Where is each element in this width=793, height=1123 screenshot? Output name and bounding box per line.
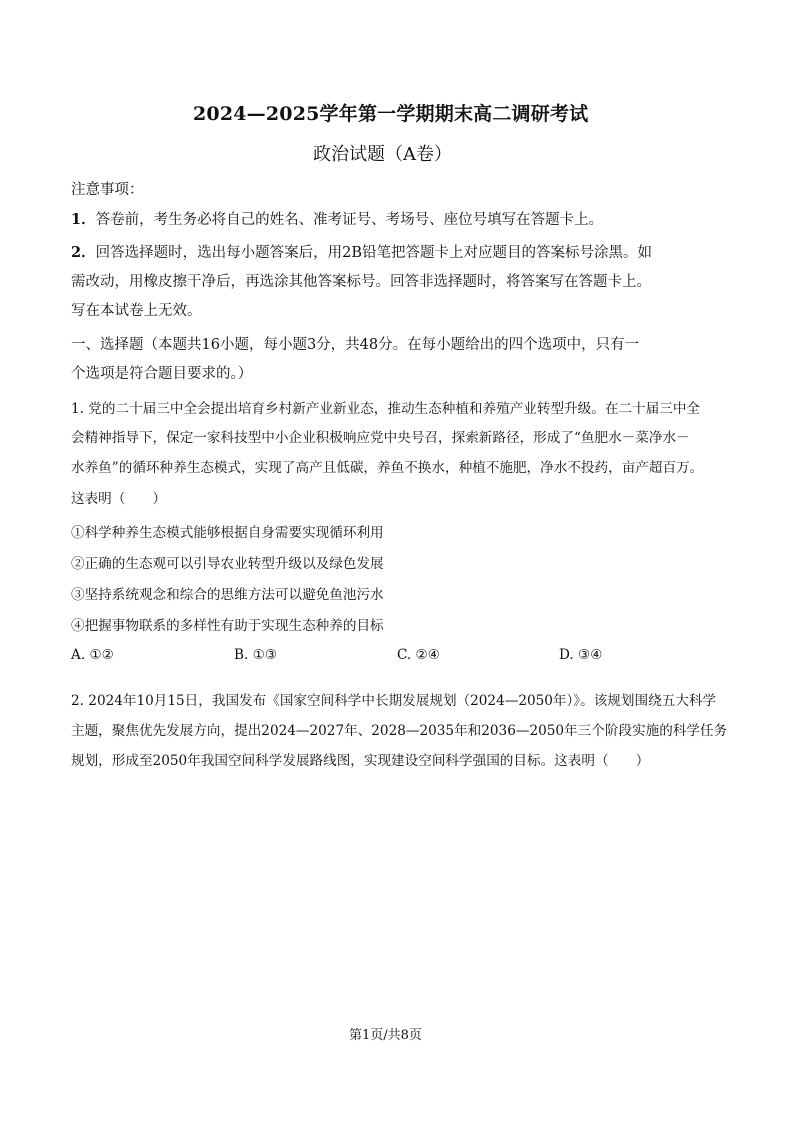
exam-subtitle: 政治试题（A卷） (313, 144, 452, 165)
question-2-line-2: 主题，聚焦优先发展方向，提出2024—2027年、2028—2035年和2036—2050年三个阶段实施的科学任务 (71, 723, 728, 739)
question-2-line-3: 规划，形成至2050年我国空间科学发展路线图，实现建设空间科学强国的目标。这表明（ ） (71, 753, 650, 769)
question-1-option-d: D. ③④ (559, 647, 603, 663)
section-heading-line-1: 一、选择题（本题共16小题，每小题3分，共48分。在每小题给出的四个选项中，只有一 (71, 337, 640, 353)
notice-item-text: 答卷前，考生务必将自己的姓名、准考证号、考场号、座位号填写在答题卡上。 (95, 212, 604, 228)
question-1-line-2: 会精神指导下，保定一家科技型中小企业积极响应党中央号召，探索新路径，形成了“鱼肥水－菜净水－ (71, 430, 690, 446)
section-heading-line-2: 个选项是符合题目要求的。） (71, 366, 253, 382)
question-1-statement-3: ③坚持系统观念和综合的思维方法可以避免鱼池污水 (71, 587, 384, 603)
question-1-option-b: B. ①③ (234, 647, 278, 663)
question-1-line-1: 1. 党的二十届三中全会提出培育乡村新产业新业态，推动生态种植和养殖产业转型升级。在二十届三中全 (71, 401, 701, 417)
question-1-line-3: 水养鱼”的循环种养生态模式，实现了高产且低碳，养鱼不换水，种植不施肥，净水不投药，亩产超百万。 (71, 460, 704, 476)
exam-title: 2024—2025学年第一学期期末高二调研考试 (193, 103, 589, 125)
notice-heading: 注意事项： (71, 182, 144, 198)
notice-item-number: 1． (71, 211, 96, 228)
page-number: 第1页/共8页 (349, 1028, 422, 1043)
notice-item-text: 回答选择题时，选出每小题答案后，用2B铅笔把答题卡上对应题目的答案标号涂黑。如 (95, 245, 652, 261)
question-1-option-a: A. ①② (71, 647, 114, 663)
question-1-statement-2: ②正确的生态观可以引导农业转型升级以及绿色发展 (71, 556, 384, 572)
notice-item-2-line-2: 需改动，用橡皮擦干净后，再选涂其他答案标号。回答非选择题时，将答案写在答题卡上。 (71, 274, 651, 290)
notice-item-1 (71, 208, 603, 229)
notice-item-2-line-3: 写在本试卷上无效。 (71, 303, 202, 319)
notice-item-number: 2． (71, 244, 96, 261)
question-1-statement-4: ④把握事物联系的多样性有助于实现生态种养的目标 (71, 618, 384, 634)
question-1-statement-1: ①科学种养生态模式能够根据自身需要实现循环利用 (71, 525, 384, 541)
question-1-line-4: 这表明（ ） (71, 491, 167, 507)
question-2-line-1: 2. 2024年10月15日，我国发布《国家空间科学中长期发展规划（2024—2050年）》。该规划围绕五大科学 (71, 693, 717, 709)
question-1-option-c: C. ②④ (397, 647, 440, 663)
notice-item-2 (71, 241, 652, 262)
